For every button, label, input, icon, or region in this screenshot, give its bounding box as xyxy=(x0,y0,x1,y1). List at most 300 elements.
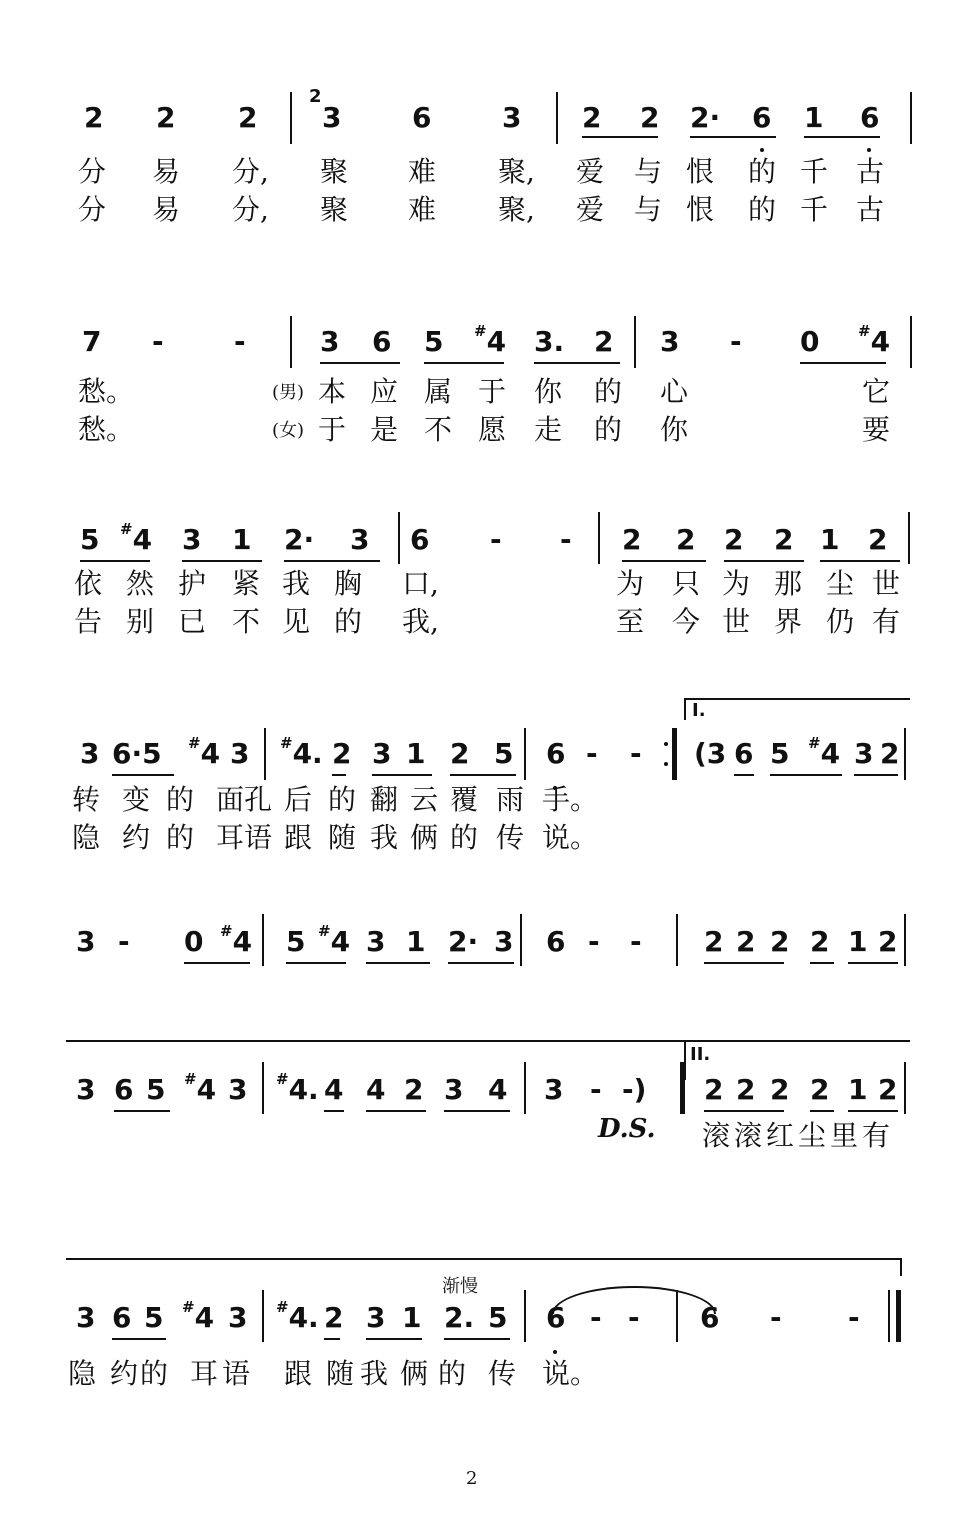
system2-lyric: 愁。 xyxy=(78,375,135,408)
beat-underline xyxy=(704,962,784,964)
system3-lyric: 我 xyxy=(282,567,311,600)
system5-note: 2 xyxy=(810,925,830,958)
system7-lyric: 隐 xyxy=(68,1357,97,1390)
beat-underline xyxy=(286,962,346,964)
system6-lyric: 滚 xyxy=(734,1119,763,1152)
system2-lyric: 属 xyxy=(424,375,453,408)
system7-lyric: 随 xyxy=(326,1357,355,1390)
system1-lyric: 古 xyxy=(856,193,885,226)
system3-lyric: 紧 xyxy=(232,567,261,600)
barline xyxy=(672,728,677,780)
system3-note: 3 xyxy=(182,523,202,556)
system3-lyric: 为 xyxy=(722,567,751,600)
beat-underline xyxy=(770,774,842,776)
system1-lyric: 分 xyxy=(78,193,107,226)
beat-underline xyxy=(112,774,174,776)
system7-lyric: 的 xyxy=(438,1357,467,1390)
system6-note: 4 xyxy=(324,1073,344,1106)
system2-lyric: 于 xyxy=(478,375,507,408)
system5-note: 2 xyxy=(878,925,898,958)
system1-lyric: 千 xyxy=(800,155,829,188)
barline xyxy=(904,914,906,966)
system7-note: 5 xyxy=(144,1301,164,1334)
system7-note: - xyxy=(770,1301,782,1334)
system6-note: 6 xyxy=(114,1073,134,1106)
system6-note: 3 xyxy=(444,1073,464,1106)
system6-note: 3 xyxy=(76,1073,96,1106)
system1-lyric: 爱 xyxy=(576,155,605,188)
system4-lyric: 面 xyxy=(216,783,245,816)
barline xyxy=(676,1290,678,1342)
system7-note: 2 xyxy=(324,1301,344,1334)
system7-note: #4 xyxy=(182,1298,215,1334)
sharp-sign: # xyxy=(184,1070,197,1088)
system6-lyric: 尘 xyxy=(798,1119,827,1152)
beat-underline xyxy=(734,774,754,776)
system4-note: 2 xyxy=(880,737,900,770)
barline xyxy=(896,1290,901,1342)
sharp-sign: # xyxy=(182,1298,195,1316)
sharp-sign: # xyxy=(276,1298,289,1316)
system5-note: 2· xyxy=(448,925,479,958)
system4-lyric: 的 xyxy=(166,783,195,816)
beat-underline xyxy=(320,362,400,364)
system1-lyric: 与 xyxy=(634,155,663,188)
system4-note: #4. xyxy=(280,734,323,770)
system3-lyric: 今 xyxy=(672,605,701,638)
system4-lyric: 语 xyxy=(244,821,273,854)
system2-note: 5 xyxy=(424,325,444,358)
system7-note: 6 xyxy=(546,1301,566,1334)
system6-note: 2 xyxy=(704,1073,724,1106)
system2-lyric: 是 xyxy=(370,413,399,446)
system1-note: 3 xyxy=(502,101,522,134)
volta-line xyxy=(66,1040,910,1042)
system4-note: 6 xyxy=(546,737,566,770)
system6-lyric: 里 xyxy=(830,1119,859,1152)
system4-note: - xyxy=(630,737,642,770)
system2-lyric: 你 xyxy=(534,375,563,408)
system4-lyric: 翻 xyxy=(370,783,399,816)
beat-underline xyxy=(366,1338,422,1340)
system3-lyric: 为 xyxy=(616,567,645,600)
system6-note: 2 xyxy=(878,1073,898,1106)
system1-lyric: 易 xyxy=(152,193,181,226)
system2-note: #4 xyxy=(858,322,891,358)
system2-note: 3 xyxy=(320,325,340,358)
system4-note: 6·5 xyxy=(112,737,162,770)
page-mark: 2 xyxy=(466,1468,478,1489)
system6-lyric: 滚 xyxy=(702,1119,731,1152)
beat-underline xyxy=(820,560,900,562)
system2-lyric: 本 xyxy=(318,375,347,408)
barline xyxy=(520,914,522,966)
system3-lyric: 告 xyxy=(74,605,103,638)
system4-note: #4 xyxy=(808,734,841,770)
system1-lyric: 难 xyxy=(408,155,437,188)
system7-note: 5 xyxy=(488,1301,508,1334)
system3-lyric: 护 xyxy=(178,567,207,600)
system7-note: 3 xyxy=(228,1301,248,1334)
system5-note: 2 xyxy=(736,925,756,958)
system1-note: 6 xyxy=(860,101,880,134)
system3-lyric: 不 xyxy=(232,605,261,638)
system1-note: 2 xyxy=(156,101,176,134)
system6-note: 2 xyxy=(736,1073,756,1106)
system2-lyric: 要 xyxy=(862,413,891,446)
system4-lyric: 云 xyxy=(410,783,439,816)
system5-note: - xyxy=(118,925,130,958)
system1-note: 2· xyxy=(690,101,721,134)
sharp-sign: # xyxy=(220,922,233,940)
barline xyxy=(290,316,292,368)
system3-note: 2 xyxy=(622,523,642,556)
barline xyxy=(908,512,910,564)
barline xyxy=(676,914,678,966)
beat-underline xyxy=(444,1338,510,1340)
beat-underline xyxy=(366,962,430,964)
system3-lyric: 世 xyxy=(872,567,901,600)
system3-lyric: 别 xyxy=(126,605,155,638)
beat-underline xyxy=(366,1110,426,1112)
system6-lyric: 红 xyxy=(766,1119,795,1152)
system5-note: 3 xyxy=(494,925,514,958)
system1-note: 6 xyxy=(752,101,772,134)
barline xyxy=(262,1290,264,1342)
system7-lyric: 传 xyxy=(488,1357,517,1390)
system2-lyric: 不 xyxy=(424,413,453,446)
system3-note: 1 xyxy=(232,523,252,556)
beat-underline xyxy=(448,962,514,964)
barline xyxy=(680,1062,685,1114)
tempo-marking: 渐慢 xyxy=(442,1276,478,1297)
barline xyxy=(910,316,912,368)
system1-lyric: 与 xyxy=(634,193,663,226)
beat-underline xyxy=(284,560,380,562)
system4-lyric: 变 xyxy=(122,783,151,816)
volta-line xyxy=(66,1258,902,1260)
ds-marking: D.S. xyxy=(598,1114,656,1144)
system1-lyric: 聚 xyxy=(320,155,349,188)
barline xyxy=(904,1062,906,1114)
system1-note: 6 xyxy=(412,101,432,134)
system3-note: 6 xyxy=(410,523,430,556)
system2-lyric: 于 xyxy=(318,413,347,446)
system4-lyric: 转 xyxy=(72,783,101,816)
system4-lyric: 我 xyxy=(370,821,399,854)
volta-line xyxy=(684,698,910,700)
beat-underline xyxy=(622,560,706,562)
barline xyxy=(556,92,558,144)
beat-underline xyxy=(534,362,620,364)
sharp-sign: # xyxy=(120,520,133,538)
barline xyxy=(264,728,266,780)
system1-lyric: 分, xyxy=(232,155,269,188)
repeat-dot xyxy=(664,762,668,766)
system7-lyric: 耳 xyxy=(190,1357,219,1390)
system3-note: 2 xyxy=(724,523,744,556)
barline xyxy=(290,92,292,144)
beat-underline xyxy=(324,1338,340,1340)
barline xyxy=(262,914,264,966)
sharp-sign: # xyxy=(808,734,821,752)
system3-lyric: 依 xyxy=(74,567,103,600)
system4-lyric: 随 xyxy=(328,821,357,854)
system3-note: 2 xyxy=(774,523,794,556)
sharp-sign: # xyxy=(318,922,331,940)
barline xyxy=(262,1062,264,1114)
beat-underline xyxy=(450,774,516,776)
system4-lyric: 的 xyxy=(166,821,195,854)
system4-lyric: 说。 xyxy=(542,821,599,854)
sharp-sign: # xyxy=(280,734,293,752)
system7-note: 2. xyxy=(444,1301,475,1334)
system4-lyric: 后 xyxy=(284,783,313,816)
system2-note: - xyxy=(234,325,246,358)
beat-underline xyxy=(184,962,250,964)
system2-lyric: 的 xyxy=(594,413,623,446)
system3-note: 5 xyxy=(80,523,100,556)
repeat-dot xyxy=(664,742,668,746)
beat-underline xyxy=(800,362,886,364)
system4-note: 5 xyxy=(494,737,514,770)
system2-lyric: 你 xyxy=(660,413,689,446)
system2-lyric: 愁。 xyxy=(78,413,135,446)
system4-lyric: 传 xyxy=(496,821,525,854)
system5-note: 3 xyxy=(366,925,386,958)
system2-lyric: 的 xyxy=(594,375,623,408)
system5-note: 3 xyxy=(76,925,96,958)
system5-note: 1 xyxy=(406,925,426,958)
beat-underline xyxy=(690,136,776,138)
beat-underline xyxy=(810,1110,834,1112)
system2-note: 2 xyxy=(594,325,614,358)
system5-note: 6 xyxy=(546,925,566,958)
system3-lyric: 口, xyxy=(402,567,439,600)
system1-note: 1 xyxy=(804,101,824,134)
system1-note: 2 xyxy=(640,101,660,134)
system6-note: 2 xyxy=(404,1073,424,1106)
system1-lyric: 分, xyxy=(232,193,269,226)
system2-lyric: 走 xyxy=(534,413,563,446)
system5-note: #4 xyxy=(220,922,253,958)
barline xyxy=(524,1062,526,1114)
system2-note: 7 xyxy=(82,325,102,358)
system2-note: 6 xyxy=(372,325,392,358)
sharp-sign: # xyxy=(276,1070,289,1088)
system5-note: 1 xyxy=(848,925,868,958)
barline xyxy=(524,1290,526,1342)
system4-note: #4 xyxy=(188,734,221,770)
beat-underline xyxy=(854,774,898,776)
system4-note: 2 xyxy=(332,737,352,770)
system4-lyric: 俩 xyxy=(410,821,439,854)
system7-lyric: 的 xyxy=(140,1357,169,1390)
octave-dot xyxy=(553,1350,557,1354)
system7-lyric: 约 xyxy=(110,1357,139,1390)
system1-note: 2 xyxy=(84,101,104,134)
system7-note: 3 xyxy=(76,1301,96,1334)
volta-hook xyxy=(684,698,686,720)
beat-underline xyxy=(324,1110,344,1112)
system3-lyric: 见 xyxy=(282,605,311,638)
beat-underline xyxy=(444,1110,510,1112)
system2-lyric: (男) xyxy=(272,382,305,403)
beat-underline xyxy=(182,560,262,562)
system2-note: 3. xyxy=(534,325,565,358)
beat-underline xyxy=(332,774,346,776)
beat-underline xyxy=(810,962,834,964)
beat-underline xyxy=(848,1110,898,1112)
system3-lyric: 的 xyxy=(334,605,363,638)
system4-note: 3 xyxy=(80,737,100,770)
system5-note: - xyxy=(630,925,642,958)
octave-dot xyxy=(867,148,871,152)
system1-lyric: 千 xyxy=(800,193,829,226)
system6-note: 1 xyxy=(848,1073,868,1106)
barline xyxy=(904,728,906,780)
system2-lyric: 心 xyxy=(660,375,689,408)
system3-note: - xyxy=(560,523,572,556)
system7-note: 3 xyxy=(366,1301,386,1334)
system7-note: 1 xyxy=(402,1301,422,1334)
system5-note: 2 xyxy=(704,925,724,958)
system4-lyric: 雨 xyxy=(496,783,525,816)
system6-note: 4 xyxy=(366,1073,386,1106)
system3-note: 2 xyxy=(676,523,696,556)
system1-note: 2 xyxy=(582,101,602,134)
system2-note: - xyxy=(152,325,164,358)
system4-lyric: 隐 xyxy=(72,821,101,854)
system4-note: 3 xyxy=(230,737,250,770)
system1-lyric: 的 xyxy=(748,193,777,226)
sharp-sign: # xyxy=(858,322,871,340)
system1-lyric: 恨 xyxy=(686,193,715,226)
system5-note: #4 xyxy=(318,922,351,958)
beat-underline xyxy=(582,136,658,138)
system5-note: - xyxy=(588,925,600,958)
system7-note: 6 xyxy=(700,1301,720,1334)
system4-note: 1 xyxy=(406,737,426,770)
beat-underline xyxy=(80,560,150,562)
system6-note: 2 xyxy=(810,1073,830,1106)
system3-note: 2 xyxy=(868,523,888,556)
system4-note: 6 xyxy=(734,737,754,770)
octave-dot xyxy=(760,148,764,152)
system1-lyric: 古 xyxy=(856,155,885,188)
system2-note: #4 xyxy=(474,322,507,358)
system3-lyric: 只 xyxy=(672,567,701,600)
system1-lyric: 分 xyxy=(78,155,107,188)
system6-note: -) xyxy=(622,1073,647,1106)
system4-lyric: 约 xyxy=(122,821,151,854)
system4-lyric: 跟 xyxy=(284,821,313,854)
system6-note: 3 xyxy=(228,1073,248,1106)
system4-lyric: 覆 xyxy=(450,783,479,816)
system6-note: 2 xyxy=(770,1073,790,1106)
system6-note: 3 xyxy=(544,1073,564,1106)
system4-lyric: 的 xyxy=(450,821,479,854)
system2-note: 0 xyxy=(800,325,820,358)
system3-lyric: 胸 xyxy=(334,567,363,600)
system2-note: - xyxy=(730,325,742,358)
system7-note: - xyxy=(848,1301,860,1334)
beat-underline xyxy=(112,1338,166,1340)
system3-note: 1 xyxy=(820,523,840,556)
system5-note: 5 xyxy=(286,925,306,958)
system6-note: #4. xyxy=(276,1070,319,1106)
system2-lyric: 应 xyxy=(370,375,399,408)
system4-lyric: 的 xyxy=(328,783,357,816)
system1-lyric: 难 xyxy=(408,193,437,226)
system4-note: 5 xyxy=(770,737,790,770)
system1-lyric: 聚, xyxy=(498,155,535,188)
system1-lyric: 聚, xyxy=(498,193,535,226)
barline xyxy=(910,92,912,144)
system3-lyric: 已 xyxy=(178,605,207,638)
barline xyxy=(524,728,526,780)
system3-lyric: 世 xyxy=(722,605,751,638)
system2-note: 3 xyxy=(660,325,680,358)
system2-lyric: 愿 xyxy=(478,413,507,446)
system7-lyric: 我 xyxy=(360,1357,389,1390)
system3-lyric: 有 xyxy=(872,605,901,638)
system1-note: 2 xyxy=(238,101,258,134)
system3-lyric: 尘 xyxy=(826,567,855,600)
volta-2-label: II. xyxy=(690,1044,711,1065)
system7-note: #4. xyxy=(276,1298,319,1334)
beat-underline xyxy=(804,136,880,138)
system3-lyric: 界 xyxy=(774,605,803,638)
volta-1-label: I. xyxy=(692,700,706,721)
system4-note: - xyxy=(586,737,598,770)
system1-lyric: 恨 xyxy=(686,155,715,188)
barline xyxy=(634,316,636,368)
system3-note: 3 xyxy=(350,523,370,556)
system1-lyric: 易 xyxy=(152,155,181,188)
beat-underline xyxy=(114,1110,170,1112)
barline xyxy=(598,512,600,564)
system1-lyric: 的 xyxy=(748,155,777,188)
beat-underline xyxy=(724,560,804,562)
system3-note: #4 xyxy=(120,520,153,556)
system6-lyric: 有 xyxy=(862,1119,891,1152)
system7-note: - xyxy=(590,1301,602,1334)
grace-note: 2 xyxy=(309,86,322,107)
sharp-sign: # xyxy=(474,322,487,340)
system1-lyric: 爱 xyxy=(576,193,605,226)
system4-lyric: 耳 xyxy=(216,821,245,854)
beat-underline xyxy=(704,1110,784,1112)
system3-lyric: 然 xyxy=(126,567,155,600)
system3-note: - xyxy=(490,523,502,556)
system2-lyric: 它 xyxy=(862,375,891,408)
volta-hook xyxy=(900,1258,902,1276)
system1-lyric: 聚 xyxy=(320,193,349,226)
system6-note: - xyxy=(590,1073,602,1106)
system4-lyric: 孔 xyxy=(244,783,273,816)
system7-note: - xyxy=(628,1301,640,1334)
system4-note: 3 xyxy=(854,737,874,770)
system7-lyric: 语 xyxy=(222,1357,251,1390)
system3-note: 2· xyxy=(284,523,315,556)
system6-note: 4 xyxy=(488,1073,508,1106)
system3-lyric: 那 xyxy=(774,567,803,600)
system6-note: 5 xyxy=(146,1073,166,1106)
beat-underline xyxy=(372,774,432,776)
system7-lyric: 俩 xyxy=(400,1357,429,1390)
system7-note: 6 xyxy=(112,1301,132,1334)
